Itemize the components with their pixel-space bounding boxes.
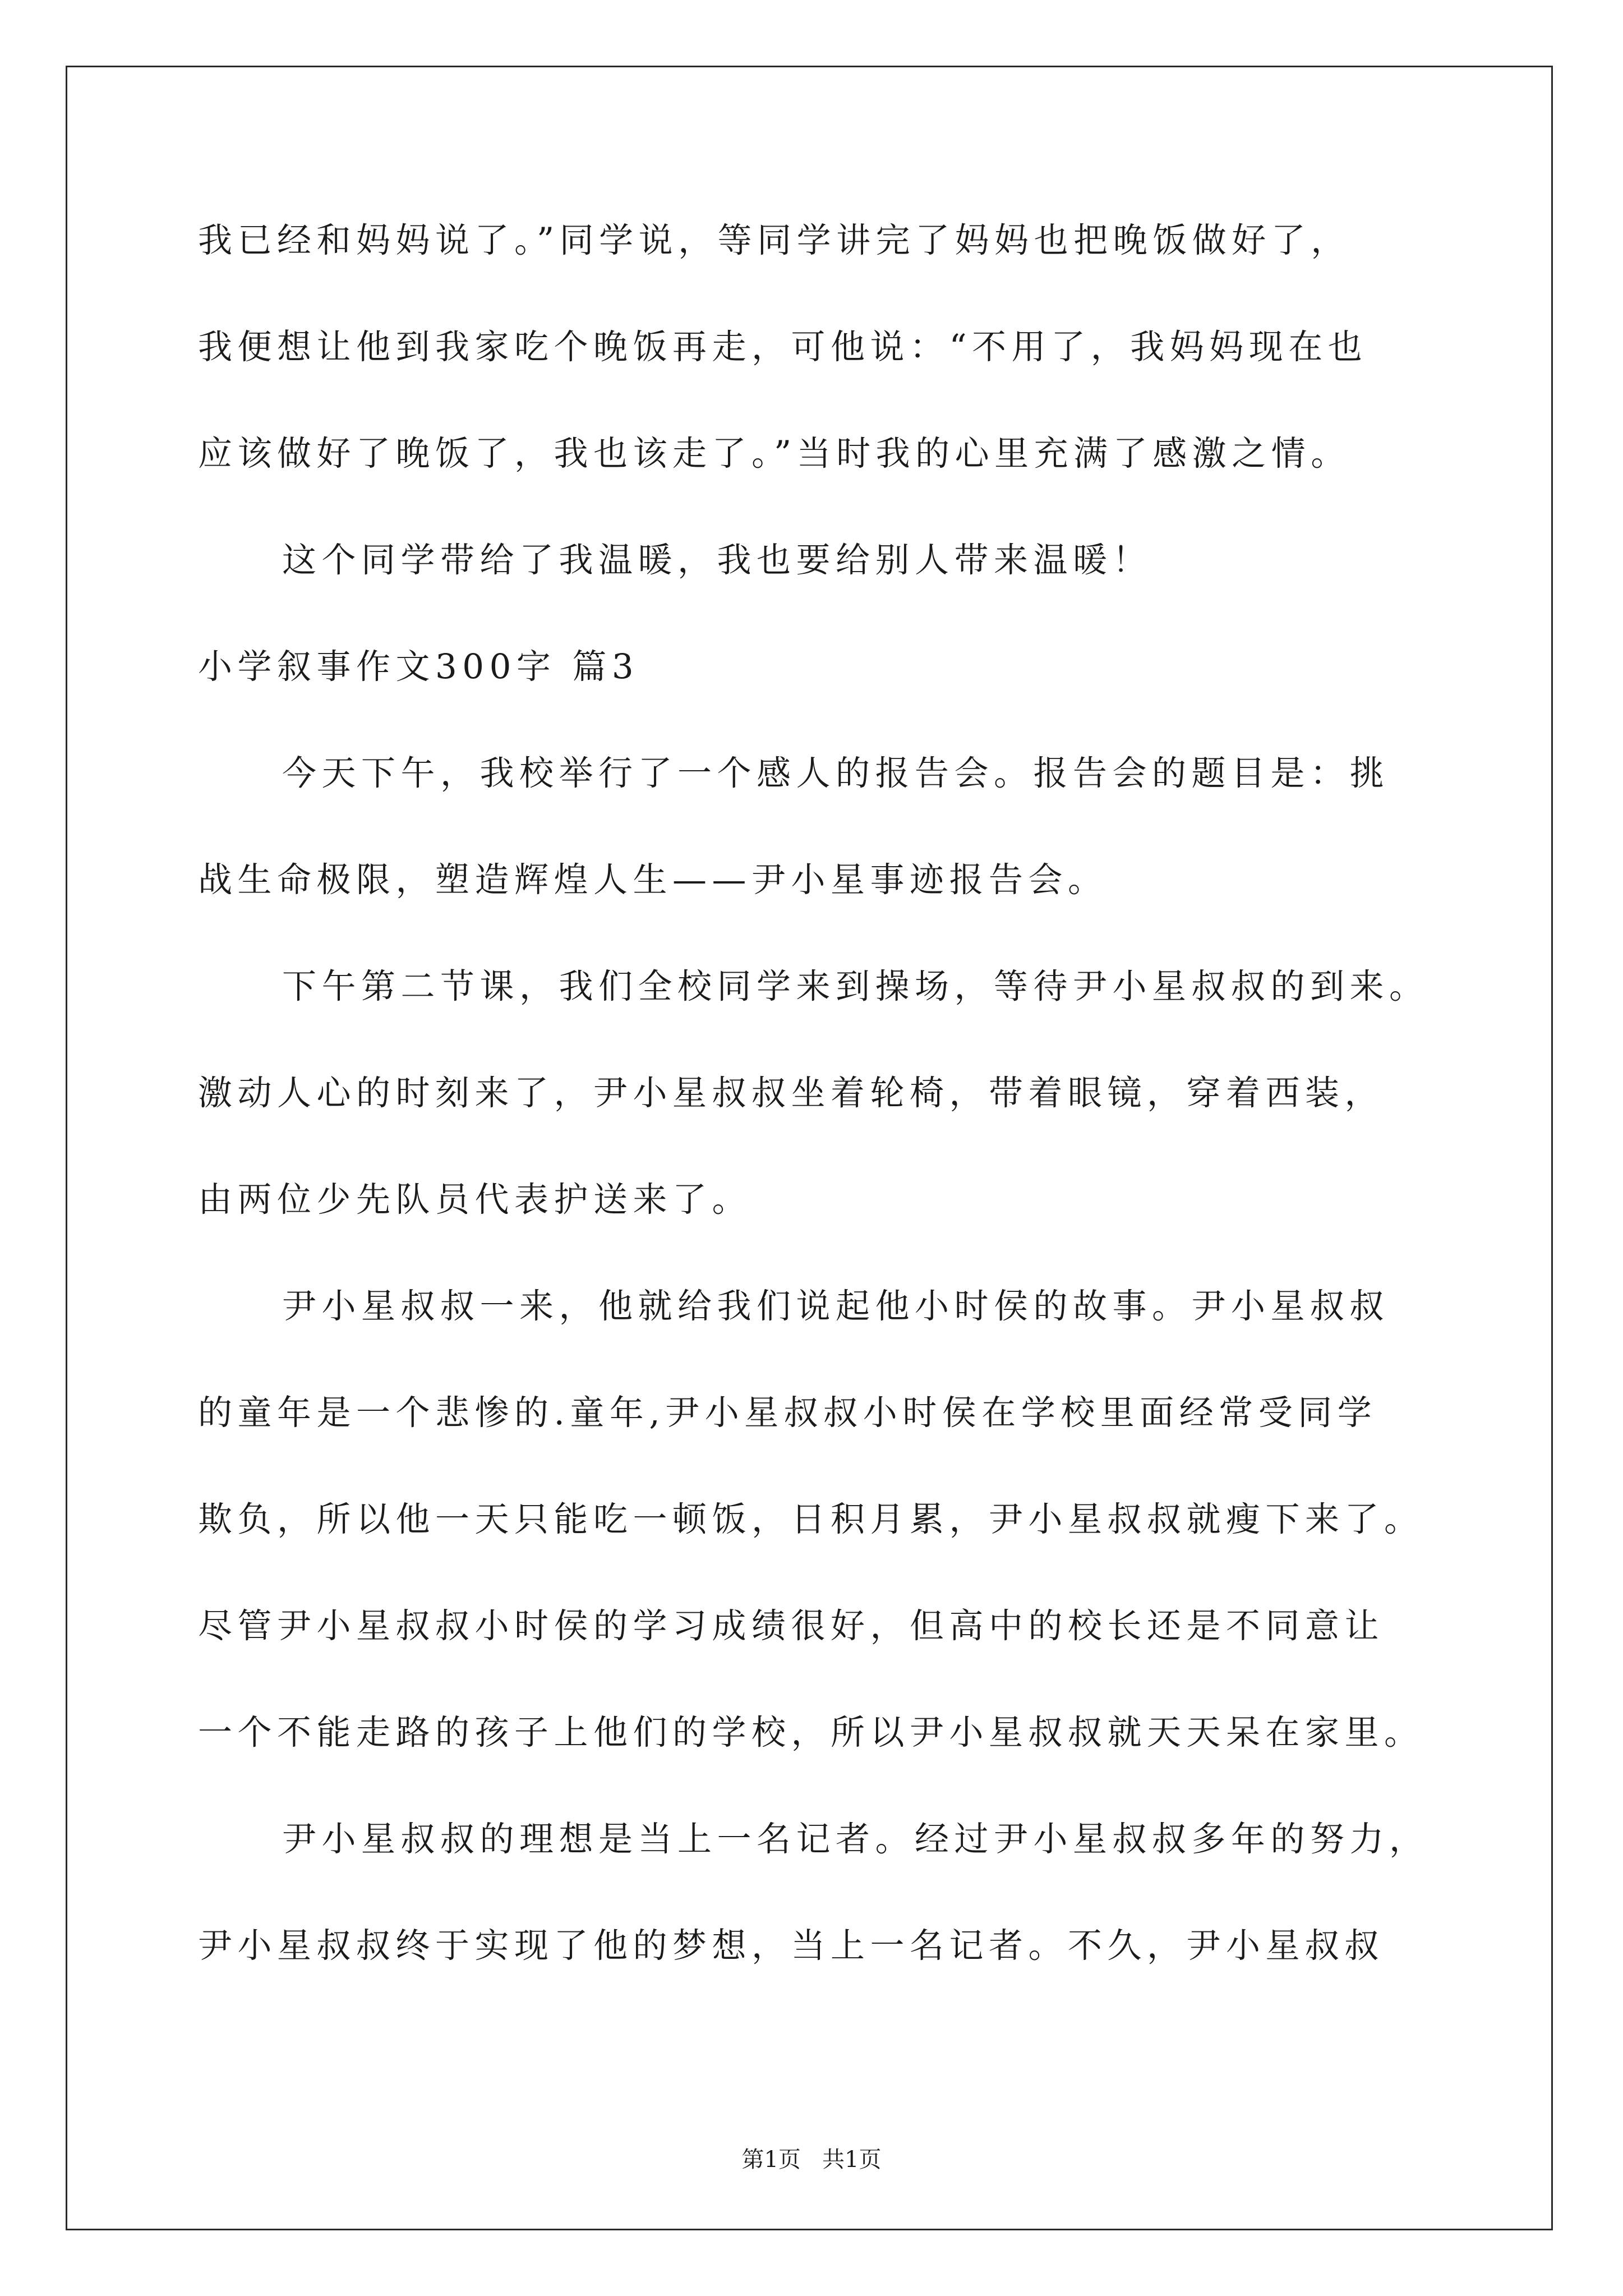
paragraph-line: 下午第二节课，我们全校同学来到操场，等待尹小星叔叔的到来。 <box>282 967 1429 1006</box>
section-heading: 小学叙事作文300字 篇3 <box>198 647 639 687</box>
paragraph-line: 我便想让他到我家吃个晚饭再走，可他说：“不用了，我妈妈现在也 <box>198 327 1368 367</box>
paragraph-line: 这个同学带给了我温暖，我也要给别人带来温暖！ <box>282 540 1152 580</box>
paragraph-line: 今天下午，我校举行了一个感人的报告会。报告会的题目是：挑 <box>282 753 1390 793</box>
page-border <box>66 66 1553 2230</box>
paragraph-line: 尹小星叔叔的理想是当上一名记者。经过尹小星叔叔多年的努力， <box>282 1819 1429 1859</box>
paragraph-line: 欺负，所以他一天只能吃一顿饭，日积月累，尹小星叔叔就瘦下来了。 <box>198 1499 1424 1539</box>
page-number-footer: 第1页 共1页 <box>741 2147 882 2173</box>
paragraph-line: 的童年是一个悲惨的.童年,尹小星叔叔小时侯在学校里面经常受同学 <box>198 1393 1377 1433</box>
paragraph-line: 由两位少先队员代表护送来了。 <box>198 1180 752 1220</box>
paragraph-line: 应该做好了晚饭了，我也该走了。”当时我的心里充满了感激之情。 <box>198 434 1350 473</box>
paragraph-line: 战生命极限，塑造辉煌人生——尹小星事迹报告会。 <box>198 860 1108 900</box>
paragraph-line: 一个不能走路的孩子上他们的学校，所以尹小星叔叔就天天呆在家里。 <box>198 1713 1424 1752</box>
paragraph-line: 尽管尹小星叔叔小时侯的学习成绩很好，但高中的校长还是不同意让 <box>198 1606 1385 1646</box>
paragraph-line: 尹小星叔叔终于实现了他的梦想，当上一名记者。不久，尹小星叔叔 <box>198 1926 1385 1966</box>
paragraph-line: 我已经和妈妈说了。”同学说，等同学讲完了妈妈也把晚饭做好了， <box>198 220 1350 260</box>
paragraph-line: 激动人心的时刻来了，尹小星叔叔坐着轮椅，带着眼镜，穿着西装， <box>198 1073 1385 1113</box>
paragraph-line: 尹小星叔叔一来，他就给我们说起他小时侯的故事。尹小星叔叔 <box>282 1286 1390 1326</box>
